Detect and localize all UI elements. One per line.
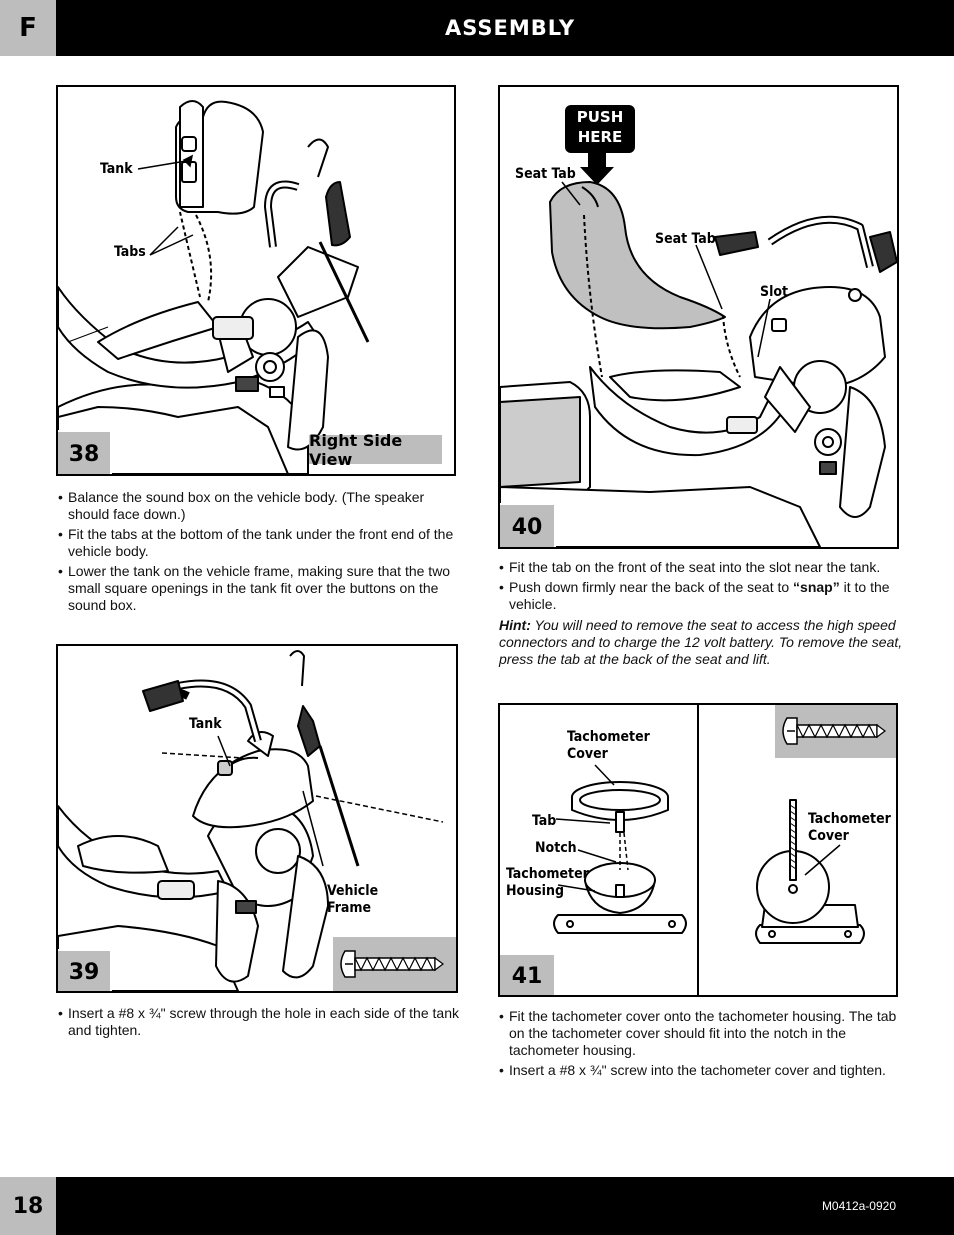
hint-label: Hint: [499,617,531,633]
instruction-item: • Balance the sound box on the vehicle body. (The speaker should face down.) [58,489,468,523]
push-here-label: PUSH HERE [565,105,635,153]
label-tabs: Tabs [114,244,146,260]
label-tachometer-housing: Tachometer Housing [506,866,589,899]
step-number-41: 41 [500,953,556,997]
instruction-item: • Fit the tachometer cover onto the tachometer housing. The tab on the tachometer cover should fit into the notch in the tachometer housing. [499,1008,909,1059]
label-tab: Tab [532,813,557,829]
instruction-text: Push down firmly near the back of the seat to [509,579,794,595]
instructions-40 [499,559,909,616]
snap-emphasis: “snap” [793,579,840,595]
instructions-41 [499,1008,909,1082]
label-tank: Tank [189,716,222,732]
document-code: M0412a-0920 [821,1199,896,1213]
screw-box [775,705,896,758]
label-tachometer-cover-left: Tachometer Cover [567,729,650,762]
figure-40-illustration [500,87,897,547]
label-vehicle-frame: Vehicle Frame [327,883,379,916]
step-number-38: 38 [58,430,112,476]
figure-41 [498,703,898,997]
hint-body: You will need to remove the seat to access the high speed connectors and to charge the 12 volt battery. To remove the seat, press the tab at the back of the seat and lift. [499,617,903,667]
label-seat-tab-rear: Seat Tab [655,231,716,247]
label-slot: Slot [760,284,789,300]
screw-icon [775,705,896,758]
instruction-text: it to the vehicle. [509,579,890,612]
figure-40 [498,85,899,549]
section-letter: F [0,0,56,56]
screw-icon [333,937,456,991]
label-tank: Tank [100,161,133,177]
figure-39 [56,644,458,993]
instruction-item: • Insert a #8 x ¾" screw through the hole in each side of the tank and tighten. [58,1005,468,1039]
hint-text [499,617,909,668]
footer-bar [0,1177,954,1235]
instruction-item: • Lower the tank on the vehicle frame, making sure that the two small square openings in the tank fit over the buttons on the sound box. [58,563,468,614]
instruction-item [499,579,909,613]
step-number-40: 40 [500,503,556,549]
label-seat-tab-front: Seat Tab [515,166,576,182]
screw-box [333,937,456,991]
instruction-item: • Fit the tab on the front of the seat into the slot near the tank. [499,559,909,576]
label-tachometer-cover-right: Tachometer Cover [808,811,891,844]
step-number-39: 39 [58,949,112,993]
instruction-item: • Insert a #8 x ¾" screw into the tachometer cover and tighten. [499,1062,909,1079]
instruction-item: • Fit the tabs at the bottom of the tank under the front end of the vehicle body. [58,526,468,560]
label-notch: Notch [535,840,577,856]
page-number: 18 [0,1177,56,1235]
figure-38-illustration [58,87,454,474]
view-label: Right Side View [309,435,442,464]
instructions-38 [58,489,468,617]
instructions-39 [58,1005,468,1042]
figure-38 [56,85,456,476]
page-title: ASSEMBLY [444,16,576,40]
